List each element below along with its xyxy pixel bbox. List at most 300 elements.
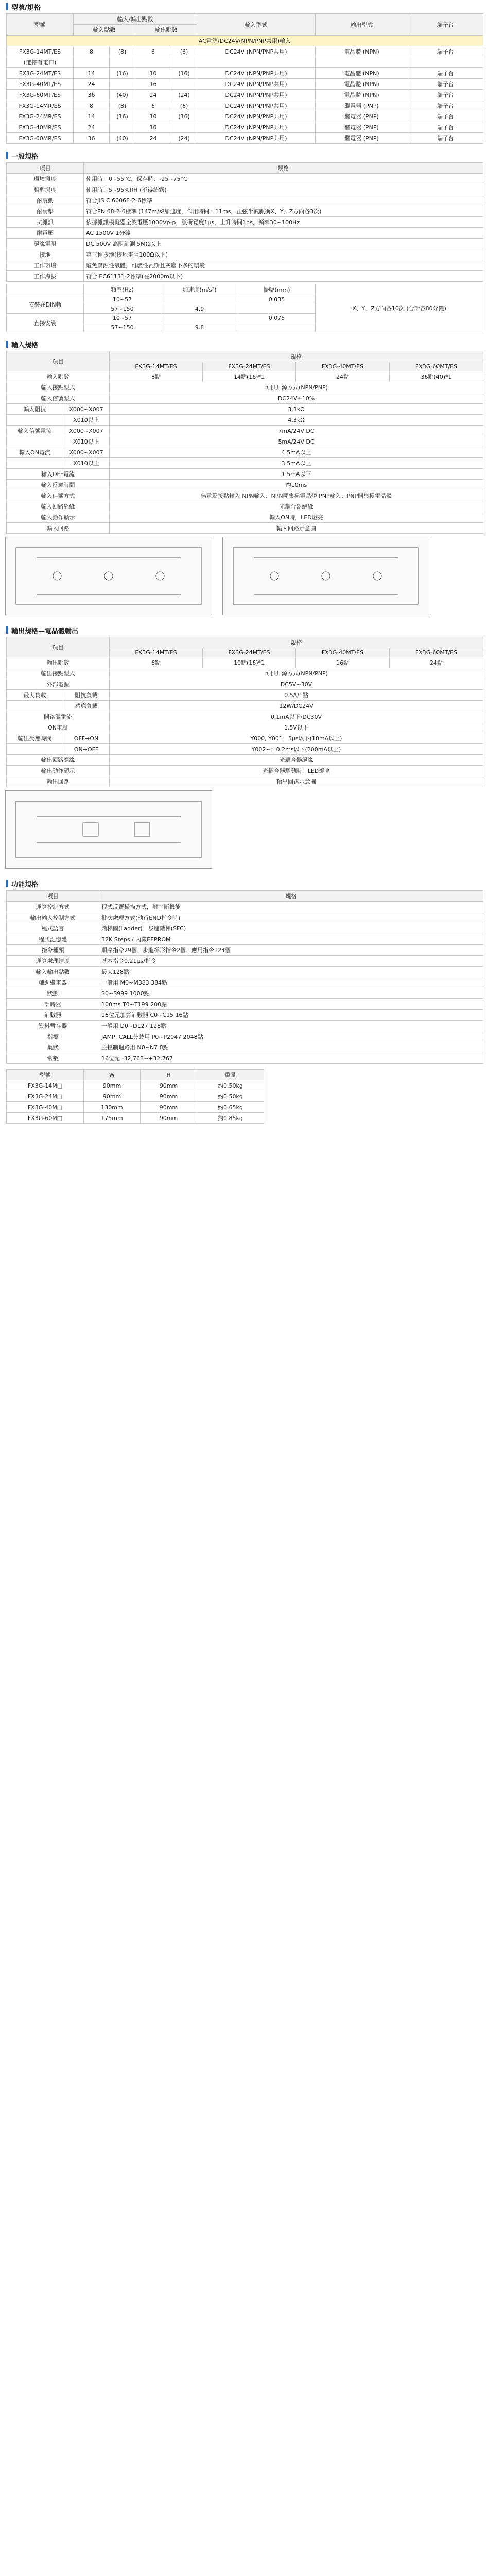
table-row bbox=[7, 776, 483, 787]
io-cell-item: 輸出點數 bbox=[7, 657, 110, 668]
io-cell-item bbox=[7, 744, 63, 755]
general-cell-item: 工作海拔 bbox=[7, 271, 84, 282]
io-cell-item: 輸入點數 bbox=[7, 371, 110, 382]
col-m14: FX3G-14MT/ES bbox=[110, 362, 203, 371]
io-cell-all: 1.5V以下 bbox=[110, 722, 483, 733]
table-row bbox=[7, 722, 483, 733]
table-row bbox=[7, 1021, 483, 1031]
function-cell-item: 運算控制方式 bbox=[7, 902, 99, 912]
io-cell-sub: X010以上 bbox=[63, 436, 110, 447]
general-cell-spec: 符合EN 68-2-6標準 (147m/s²加速度，作用時間：11ms，正弦半波脈衝X、Y、Z方向各3次) bbox=[84, 206, 483, 217]
model-cell-out2: (6) bbox=[171, 100, 197, 111]
table-row bbox=[7, 404, 483, 415]
table-row bbox=[7, 206, 483, 217]
io-cell-item: 輸出接點型式 bbox=[7, 668, 110, 679]
io-cell-all: 光耦合器驅動時，LED燈亮 bbox=[110, 766, 483, 776]
model-cell-otype bbox=[316, 57, 408, 68]
model-cell-out2: (6) bbox=[171, 46, 197, 57]
table-row bbox=[7, 523, 483, 534]
table-row bbox=[7, 382, 483, 393]
model-cell-term: 端子台 bbox=[408, 133, 483, 144]
size-col-h: H bbox=[141, 1070, 197, 1080]
vib-amp2 bbox=[238, 304, 316, 314]
model-cell-otype: 繼電器 (PNP) bbox=[316, 133, 408, 144]
table-row bbox=[7, 657, 483, 668]
io-cell-item: 輸入阻抗 bbox=[7, 404, 63, 415]
function-cell-spec: 一般用 M0~M383 384點 bbox=[99, 977, 483, 988]
io-cell-all: 可供共源方式(NPN/PNP) bbox=[110, 668, 483, 679]
io-cell-all: DC5V~30V bbox=[110, 679, 483, 690]
model-cell-term: 端子台 bbox=[408, 122, 483, 133]
col-spec: 規格 bbox=[110, 351, 483, 362]
col-m24: FX3G-24MT/ES bbox=[203, 362, 296, 371]
model-cell-term: 端子台 bbox=[408, 100, 483, 111]
input-circuit-diagram-2 bbox=[222, 537, 429, 615]
table-row bbox=[7, 755, 483, 766]
section-bar bbox=[6, 341, 8, 348]
io-cell-sub: X000~X007 bbox=[63, 447, 110, 458]
size-cell-h: 90mm bbox=[141, 1080, 197, 1091]
general-cell-item: 耐震動 bbox=[7, 195, 84, 206]
function-cell-spec: 16位元 -32,768~+32,767 bbox=[99, 1053, 483, 1064]
general-cell-item: 環境溫度 bbox=[7, 174, 84, 184]
table-row bbox=[7, 458, 483, 469]
vib-direct: 直接安裝 bbox=[7, 314, 84, 332]
model-cell-term: 端子台 bbox=[408, 79, 483, 90]
model-cell-in: 8 bbox=[74, 100, 110, 111]
table-row bbox=[7, 90, 483, 100]
model-cell-out: 10 bbox=[135, 68, 171, 79]
model-cell-model: FX3G-60MR/ES bbox=[7, 133, 74, 144]
col-m60: FX3G-60MT/ES bbox=[390, 362, 483, 371]
table-row bbox=[7, 228, 483, 239]
vib-r2: 57~150 bbox=[84, 304, 161, 314]
vib-r3: 10~57 bbox=[84, 314, 161, 323]
general-cell-spec: 使用時：5~95%RH (不得結露) bbox=[84, 184, 483, 195]
size-cell-model: FX3G-14M□ bbox=[7, 1080, 84, 1091]
table-row bbox=[7, 426, 483, 436]
table-row bbox=[7, 1031, 483, 1042]
io-cell-sub: 阻抗負載 bbox=[63, 690, 110, 701]
section-title-input: 輸入規格 bbox=[6, 337, 489, 351]
io-cell-sub: X000~X007 bbox=[63, 426, 110, 436]
io-cell-all: Y002~：0.2ms以下(200mA以上) bbox=[110, 744, 483, 755]
table-row bbox=[7, 999, 483, 1010]
section-bar bbox=[6, 880, 8, 887]
size-cell-model: FX3G-24M□ bbox=[7, 1091, 84, 1102]
section-title-output: 輸出規格—電晶體輸出 bbox=[6, 623, 489, 637]
io-cell-v40: 24點 bbox=[296, 371, 390, 382]
vib-din: 安裝在DIN軌 bbox=[7, 295, 84, 314]
model-cell-itype: DC24V (NPN/PNP共用) bbox=[197, 111, 316, 122]
vib-rem: X、Y、Z方向各10次 (合計各80分鐘) bbox=[316, 284, 483, 332]
model-cell-otype: 繼電器 (PNP) bbox=[316, 122, 408, 133]
model-cell-in2: (40) bbox=[110, 90, 135, 100]
col-m40: FX3G-40MT/ES bbox=[296, 362, 390, 371]
table-row bbox=[7, 1113, 264, 1124]
function-cell-spec: 一般用 D0~D127 128點 bbox=[99, 1021, 483, 1031]
output-circuit-diagram bbox=[5, 790, 212, 869]
model-cell-in: 36 bbox=[74, 133, 110, 144]
function-cell-spec: 最大128點 bbox=[99, 967, 483, 977]
model-cell-model: FX3G-24MT/ES bbox=[7, 68, 74, 79]
col-m40: FX3G-40MT/ES bbox=[296, 648, 390, 657]
table-row bbox=[7, 239, 483, 249]
model-cell-out: 6 bbox=[135, 46, 171, 57]
io-cell-sub: X000~X007 bbox=[63, 404, 110, 415]
function-cell-item: 計時器 bbox=[7, 999, 99, 1010]
table-row bbox=[7, 249, 483, 260]
model-cell-otype: 電晶體 (NPN) bbox=[316, 90, 408, 100]
size-cell-h: 90mm bbox=[141, 1113, 197, 1124]
io-cell-all: Y000, Y001：5μs以下(10mA以上) bbox=[110, 733, 483, 744]
model-cell-out2 bbox=[171, 57, 197, 68]
col-item: 項目 bbox=[7, 163, 84, 174]
io-cell-item: 輸入回路 bbox=[7, 523, 110, 534]
model-cell-term: 端子台 bbox=[408, 111, 483, 122]
io-cell-item: 輸入信號電流 bbox=[7, 426, 63, 436]
model-cell-out bbox=[135, 57, 171, 68]
table-row bbox=[7, 79, 483, 90]
col-item: 項目 bbox=[7, 637, 110, 657]
vib-r1: 10~57 bbox=[84, 295, 161, 304]
model-cell-otype: 繼電器 (PNP) bbox=[316, 111, 408, 122]
function-cell-spec: JAMP, CALL分歧用 P0~P2047 2048點 bbox=[99, 1031, 483, 1042]
function-cell-item: 運算處理速度 bbox=[7, 956, 99, 967]
function-cell-item: 輸入輸出點數 bbox=[7, 967, 99, 977]
table-row bbox=[7, 1042, 483, 1053]
function-cell-spec: 主控制迴路用 N0~N7 8點 bbox=[99, 1042, 483, 1053]
general-table bbox=[6, 162, 483, 282]
io-cell-item: 輸入信號型式 bbox=[7, 393, 110, 404]
general-cell-spec: 使用時：0~55°C，保存時：-25~75°C bbox=[84, 174, 483, 184]
io-cell-item: 輸入信號方式 bbox=[7, 490, 110, 501]
col-spec: 規格 bbox=[99, 891, 483, 902]
table-row bbox=[7, 967, 483, 977]
io-cell-item: 輸入動作顯示 bbox=[7, 512, 110, 523]
model-cell-in2: (8) bbox=[110, 100, 135, 111]
io-cell-sub: X010以上 bbox=[63, 458, 110, 469]
model-cell-itype: DC24V (NPN/PNP共用) bbox=[197, 122, 316, 133]
vib-ampl: 振幅(mm) bbox=[238, 284, 316, 295]
output-table bbox=[6, 637, 483, 787]
io-cell-all: 12W/DC24V bbox=[110, 701, 483, 711]
vib-a2: 4.9 bbox=[161, 304, 238, 314]
size-cell-weight: 約0.85kg bbox=[197, 1113, 264, 1124]
section-title-function: 功能規格 bbox=[6, 877, 489, 890]
function-cell-item: 輔助繼電器 bbox=[7, 977, 99, 988]
vibration-table bbox=[6, 284, 483, 332]
size-col-w: W bbox=[84, 1070, 141, 1080]
io-cell-item: 輸入反應時間 bbox=[7, 480, 110, 490]
io-cell-v14: 6點 bbox=[110, 657, 203, 668]
vib-r4: 57~150 bbox=[84, 323, 161, 332]
size-col-model: 型號 bbox=[7, 1070, 84, 1080]
function-cell-item: 資料暫存器 bbox=[7, 1021, 99, 1031]
vib-blank bbox=[7, 284, 84, 295]
table-row bbox=[7, 436, 483, 447]
model-cell-out: 16 bbox=[135, 122, 171, 133]
io-cell-all: 4.3kΩ bbox=[110, 415, 483, 426]
table-row bbox=[7, 480, 483, 490]
io-cell-item: 輸入ON電流 bbox=[7, 447, 63, 458]
model-cell-model: FX3G-60MT/ES bbox=[7, 90, 74, 100]
io-cell-all: 0.5A/1點 bbox=[110, 690, 483, 701]
function-cell-spec: 程式反覆掃描方式，附中斷機能 bbox=[99, 902, 483, 912]
function-table bbox=[6, 890, 483, 1064]
vib-a1 bbox=[161, 295, 238, 304]
size-cell-weight: 約0.50kg bbox=[197, 1080, 264, 1091]
model-cell-otype: 繼電器 (PNP) bbox=[316, 100, 408, 111]
col-spec: 規格 bbox=[84, 163, 483, 174]
size-cell-w: 130mm bbox=[84, 1102, 141, 1113]
table-row bbox=[7, 371, 483, 382]
io-cell-all: DC24V±10% bbox=[110, 393, 483, 404]
io-cell-sub: ON→OFF bbox=[63, 744, 110, 755]
io-cell-all: 輸出回路示意圖 bbox=[110, 776, 483, 787]
model-cell-itype: DC24V (NPN/PNP共用) bbox=[197, 79, 316, 90]
io-cell-v40: 16點 bbox=[296, 657, 390, 668]
function-cell-spec: 16位元加算計數器 C0~C15 16點 bbox=[99, 1010, 483, 1021]
io-cell-v60: 36點(40)*1 bbox=[390, 371, 483, 382]
col-output-points: 輸出點數 bbox=[135, 25, 197, 36]
io-cell-all: 無電壓接點輸入 NPN輸入：NPN開集極電晶體 PNP輸入：PNP開集極電晶體 bbox=[110, 490, 483, 501]
general-cell-item: 耐衝擊 bbox=[7, 206, 84, 217]
size-cell-w: 175mm bbox=[84, 1113, 141, 1124]
table-row bbox=[7, 1091, 264, 1102]
model-cell-itype: DC24V (NPN/PNP共用) bbox=[197, 133, 316, 144]
table-row bbox=[7, 744, 483, 755]
model-cell-out2: (16) bbox=[171, 111, 197, 122]
table-row bbox=[7, 415, 483, 426]
table-row bbox=[7, 668, 483, 679]
input-circuit-diagram bbox=[5, 537, 212, 615]
vib-amp3: 0.075 bbox=[238, 314, 316, 323]
io-cell-all: 輸入ON時，LED燈亮 bbox=[110, 512, 483, 523]
col-output-type: 輸出型式 bbox=[316, 14, 408, 36]
size-cell-w: 90mm bbox=[84, 1080, 141, 1091]
model-cell-term: 端子台 bbox=[408, 90, 483, 100]
size-cell-h: 90mm bbox=[141, 1102, 197, 1113]
table-row bbox=[7, 184, 483, 195]
io-cell-all: 光耦合器絕緣 bbox=[110, 755, 483, 766]
table-row bbox=[7, 690, 483, 701]
general-cell-spec: 符合IEC61131-2標準(在2000m以下) bbox=[84, 271, 483, 282]
general-cell-spec: 第三種接地(接地電阻100Ω以下) bbox=[84, 249, 483, 260]
col-m14: FX3G-14MT/ES bbox=[110, 648, 203, 657]
model-cell-in bbox=[74, 57, 110, 68]
io-cell-item: 輸出反應時間 bbox=[7, 733, 63, 744]
model-cell-otype: 電晶體 (NPN) bbox=[316, 46, 408, 57]
input-table bbox=[6, 351, 483, 534]
table-row bbox=[7, 1102, 264, 1113]
table-row bbox=[7, 701, 483, 711]
section-bar bbox=[6, 626, 8, 634]
model-cell-model: FX3G-14MR/ES bbox=[7, 100, 74, 111]
table-row bbox=[7, 988, 483, 999]
function-cell-item: 指令種類 bbox=[7, 945, 99, 956]
table-row bbox=[7, 711, 483, 722]
vib-a3 bbox=[161, 314, 238, 323]
col-spec: 規格 bbox=[110, 637, 483, 648]
model-cell-term bbox=[408, 57, 483, 68]
table-row bbox=[7, 766, 483, 776]
model-cell-in: 14 bbox=[74, 111, 110, 122]
general-cell-item: 耐電壓 bbox=[7, 228, 84, 239]
table-row bbox=[7, 733, 483, 744]
table-row bbox=[7, 447, 483, 458]
size-table bbox=[6, 1069, 264, 1124]
table-row bbox=[7, 57, 483, 68]
col-input-points: 輸入點數 bbox=[74, 25, 135, 36]
model-cell-in: 24 bbox=[74, 122, 110, 133]
io-cell-all: 輸入回路示意圖 bbox=[110, 523, 483, 534]
output-wiring bbox=[0, 787, 489, 872]
model-cell-in: 14 bbox=[74, 68, 110, 79]
model-cell-otype: 電晶體 (NPN) bbox=[316, 79, 408, 90]
col-item: 項目 bbox=[7, 351, 110, 371]
table-row bbox=[7, 902, 483, 912]
model-cell-in: 24 bbox=[74, 79, 110, 90]
model-cell-itype: DC24V (NPN/PNP共用) bbox=[197, 90, 316, 100]
col-item: 項目 bbox=[7, 891, 99, 902]
model-cell-out2: (16) bbox=[171, 68, 197, 79]
function-cell-spec: 順序指令29個、步進梯形指令2個、應用指令124個 bbox=[99, 945, 483, 956]
model-cell-model: FX3G-40MT/ES bbox=[7, 79, 74, 90]
size-cell-h: 90mm bbox=[141, 1091, 197, 1102]
model-cell-itype: DC24V (NPN/PNP共用) bbox=[197, 68, 316, 79]
table-row bbox=[7, 100, 483, 111]
table-row bbox=[7, 501, 483, 512]
table-row bbox=[7, 68, 483, 79]
model-cell-out: 24 bbox=[135, 90, 171, 100]
col-m60: FX3G-60MT/ES bbox=[390, 648, 483, 657]
size-cell-w: 90mm bbox=[84, 1091, 141, 1102]
io-cell-item: 輸入OFF電流 bbox=[7, 469, 110, 480]
io-cell-all: 0.1mA以下/DC30V bbox=[110, 711, 483, 722]
general-cell-spec: 符合JIS C 60068-2-6標準 bbox=[84, 195, 483, 206]
col-m24: FX3G-24MT/ES bbox=[203, 648, 296, 657]
io-cell-item: 最大負載 bbox=[7, 690, 63, 701]
function-cell-spec: S0~S999 1000點 bbox=[99, 988, 483, 999]
model-cell-in2: (16) bbox=[110, 111, 135, 122]
function-cell-item: 程式記憶體 bbox=[7, 934, 99, 945]
general-cell-spec: AC 1500V 1分鐘 bbox=[84, 228, 483, 239]
function-cell-spec: 32K Steps / 內藏EEPROM bbox=[99, 934, 483, 945]
io-cell-all: 1.5mA以下 bbox=[110, 469, 483, 480]
io-cell-sub: X010以上 bbox=[63, 415, 110, 426]
general-cell-item: 接地 bbox=[7, 249, 84, 260]
io-cell-item bbox=[7, 458, 63, 469]
io-cell-v24: 10點(16)*1 bbox=[203, 657, 296, 668]
size-cell-model: FX3G-60M□ bbox=[7, 1113, 84, 1124]
general-cell-item: 絕緣電阻 bbox=[7, 239, 84, 249]
table-row bbox=[7, 469, 483, 480]
model-cell-out2: (24) bbox=[171, 133, 197, 144]
vib-accel: 加速度(m/s²) bbox=[161, 284, 238, 295]
model-cell-in2: (40) bbox=[110, 133, 135, 144]
table-row bbox=[7, 46, 483, 57]
section-title-general: 一般規格 bbox=[6, 149, 489, 162]
ac-band: AC電源/DC24V(NPN/PNP共用)輸入 bbox=[7, 36, 483, 46]
model-cell-term: 端子台 bbox=[408, 46, 483, 57]
model-cell-itype bbox=[197, 57, 316, 68]
io-cell-item: 開路漏電流 bbox=[7, 711, 110, 722]
io-cell-item: 輸出回路絕緣 bbox=[7, 755, 110, 766]
io-cell-sub: OFF→ON bbox=[63, 733, 110, 744]
model-cell-in: 8 bbox=[74, 46, 110, 57]
function-cell-spec: 100ms T0~T199 200點 bbox=[99, 999, 483, 1010]
model-cell-otype: 電晶體 (NPN) bbox=[316, 68, 408, 79]
table-row bbox=[7, 393, 483, 404]
io-cell-all: 光耦合器絕緣 bbox=[110, 501, 483, 512]
io-cell-all: 7mA/24V DC bbox=[110, 426, 483, 436]
io-cell-item: 輸入回路絕緣 bbox=[7, 501, 110, 512]
table-row bbox=[7, 512, 483, 523]
model-cell-model: FX3G-14MT/ES bbox=[7, 46, 74, 57]
table-row bbox=[7, 977, 483, 988]
function-cell-item: 指標 bbox=[7, 1031, 99, 1042]
function-cell-spec: 批次處理方式(執行END指令時) bbox=[99, 912, 483, 923]
table-row bbox=[7, 111, 483, 122]
model-cell-in2: (8) bbox=[110, 46, 135, 57]
model-cell-model: FX3G-40MR/ES bbox=[7, 122, 74, 133]
function-cell-item: 計數器 bbox=[7, 1010, 99, 1021]
function-cell-spec: 基本指令0.21μs/指令 bbox=[99, 956, 483, 967]
table-row bbox=[7, 945, 483, 956]
table-row bbox=[7, 1080, 264, 1091]
table-row bbox=[7, 195, 483, 206]
general-cell-spec: DC 500V 高阻計測 5MΩ以上 bbox=[84, 239, 483, 249]
table-row bbox=[7, 217, 483, 228]
table-row bbox=[7, 490, 483, 501]
table-row bbox=[7, 260, 483, 271]
function-cell-item: 輸出輸入控制方式 bbox=[7, 912, 99, 923]
model-cell-in2 bbox=[110, 79, 135, 90]
table-row bbox=[7, 923, 483, 934]
vib-a4: 9.8 bbox=[161, 323, 238, 332]
io-cell-v24: 14點(16)*1 bbox=[203, 371, 296, 382]
model-cell-out: 10 bbox=[135, 111, 171, 122]
table-row bbox=[7, 934, 483, 945]
col-terminal: 端子台 bbox=[408, 14, 483, 36]
size-col-weight: 重量 bbox=[197, 1070, 264, 1080]
table-row bbox=[7, 1010, 483, 1021]
col-io: 輸入/輸出點數 bbox=[74, 14, 197, 25]
io-cell-item bbox=[7, 436, 63, 447]
io-cell-sub: 感應負載 bbox=[63, 701, 110, 711]
model-cell-out2: (24) bbox=[171, 90, 197, 100]
table-row bbox=[7, 956, 483, 967]
section-bar bbox=[6, 152, 8, 159]
section-title-model: 型號/規格 bbox=[6, 0, 489, 13]
table-row bbox=[7, 679, 483, 690]
size-cell-weight: 約0.50kg bbox=[197, 1091, 264, 1102]
io-cell-all: 3.5mA以上 bbox=[110, 458, 483, 469]
io-cell-item: ON電壓 bbox=[7, 722, 110, 733]
size-cell-weight: 約0.65kg bbox=[197, 1102, 264, 1113]
io-cell-item bbox=[7, 701, 63, 711]
general-cell-item: 相對濕度 bbox=[7, 184, 84, 195]
function-cell-item: 狀態 bbox=[7, 988, 99, 999]
model-cell-out2 bbox=[171, 79, 197, 90]
table-row bbox=[7, 271, 483, 282]
io-cell-all: 5mA/24V DC bbox=[110, 436, 483, 447]
model-cell-itype: DC24V (NPN/PNP共用) bbox=[197, 46, 316, 57]
function-cell-item: 常數 bbox=[7, 1053, 99, 1064]
model-cell-out: 6 bbox=[135, 100, 171, 111]
table-row bbox=[7, 174, 483, 184]
